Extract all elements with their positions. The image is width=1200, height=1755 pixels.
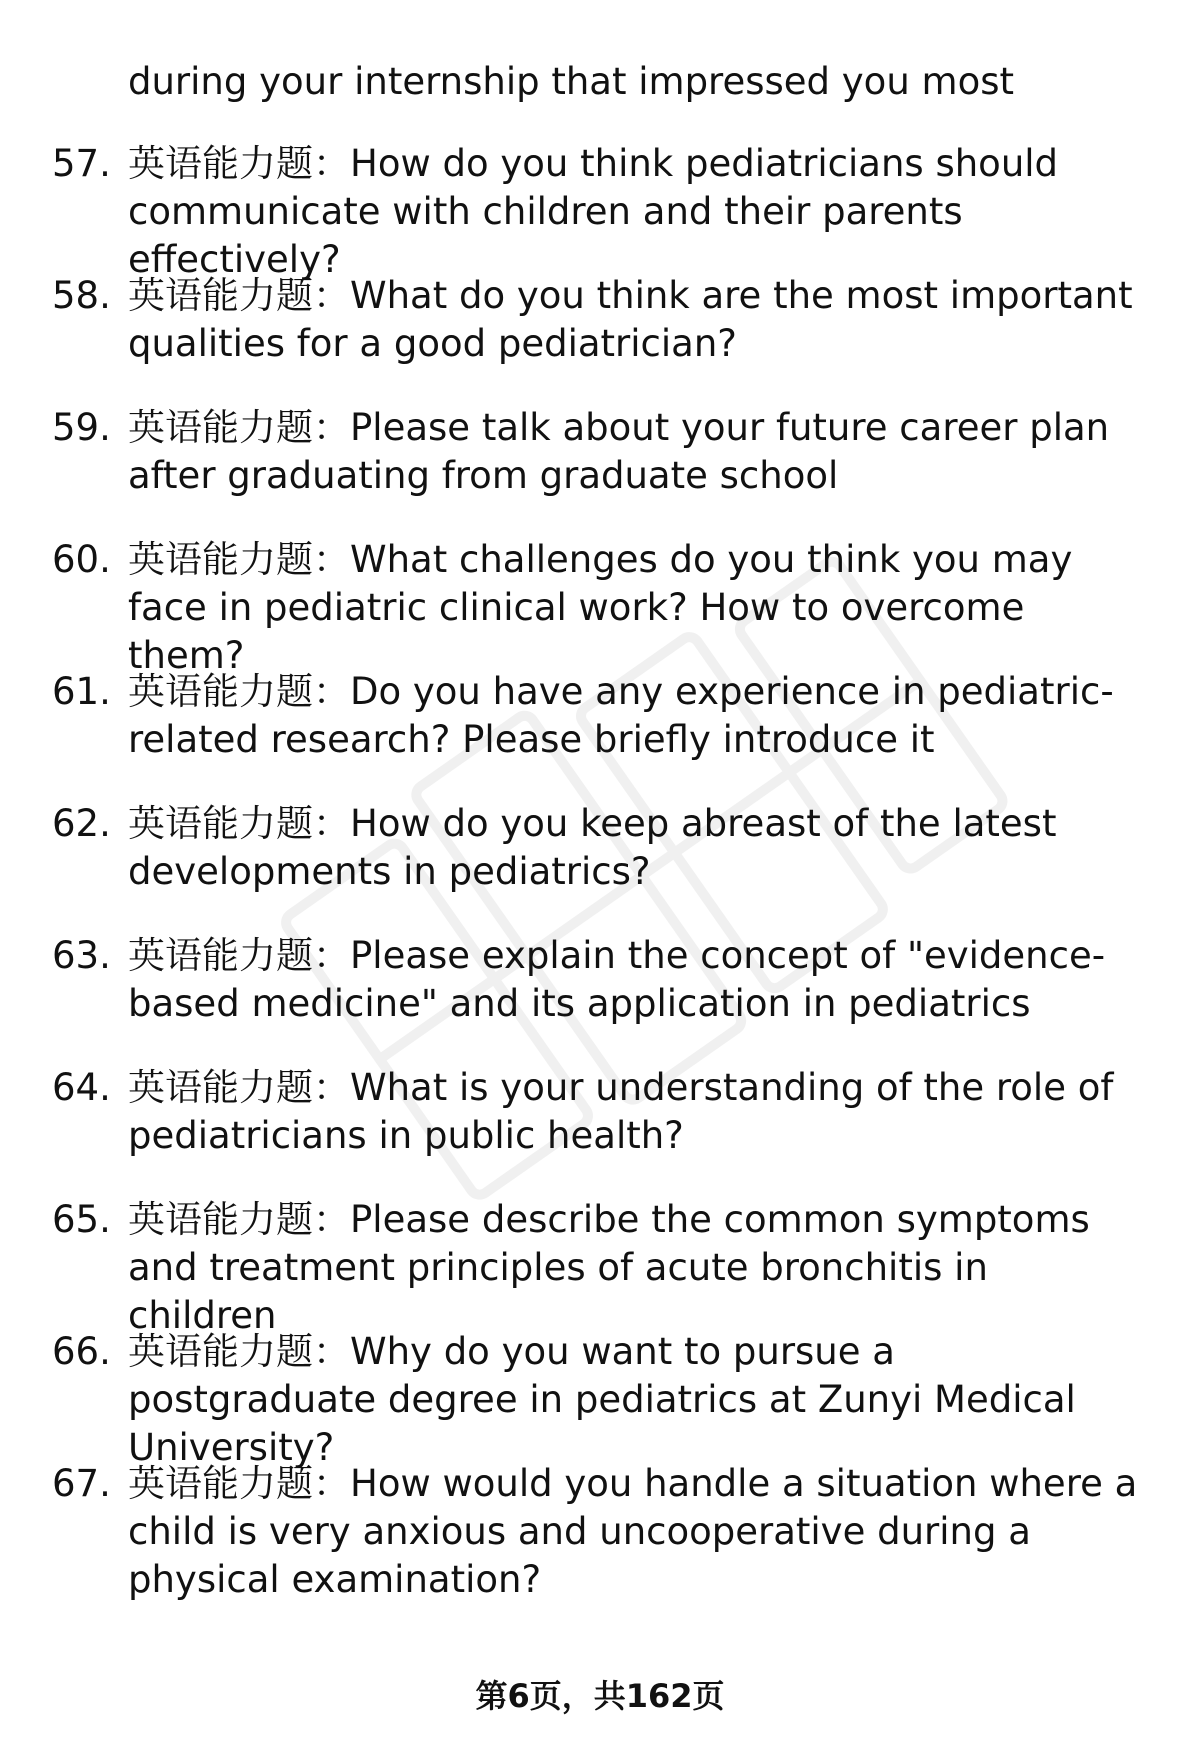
question-text: How do you think pediatricians should communicate with children and their parents effectively? (128, 142, 1059, 281)
question-item (0, 1328, 1200, 1469)
question-number: 65. (52, 1198, 111, 1241)
question-body (128, 404, 1148, 500)
question-label: 英语能力题： (128, 1066, 350, 1109)
question-body (128, 1328, 1148, 1472)
question-label: 英语能力题： (128, 274, 350, 317)
question-item (0, 404, 1200, 536)
question-item (0, 272, 1200, 404)
question-item (0, 1064, 1200, 1196)
question-label: 英语能力题： (128, 934, 350, 977)
question-text: What do you think are the most important qualities for a good pediatrician? (128, 274, 1133, 365)
question-number: 63. (52, 934, 111, 977)
question-number: 67. (52, 1462, 111, 1505)
question-list (0, 140, 1200, 1640)
page-footer: 第6页，共162页 (475, 1677, 725, 1715)
question-body (128, 272, 1148, 368)
question-label: 英语能力题： (128, 1198, 350, 1241)
question-number: 60. (52, 538, 111, 581)
question-label: 英语能力题： (128, 406, 350, 449)
question-number: 57. (52, 142, 111, 185)
question-text: What challenges do you think you may face in pediatric clinical work? How to overcome them? (128, 538, 1073, 677)
question-label: 英语能力题： (128, 1330, 350, 1373)
question-number: 59. (52, 406, 111, 449)
question-item (0, 800, 1200, 932)
question-text: Do you have any experience in pediatric-related research? Please briefly introduce it (128, 670, 1114, 761)
question-text: What is your understanding of the role of pediatricians in public health? (128, 1066, 1114, 1157)
question-item (0, 668, 1200, 800)
question-body (128, 1196, 1148, 1340)
continuation-line: during your internship that impressed you most (128, 60, 1014, 103)
question-text: How do you keep abreast of the latest developments in pediatrics? (128, 802, 1057, 893)
question-item (0, 140, 1200, 281)
question-label: 英语能力题： (128, 670, 350, 713)
question-text: Please describe the common symptoms and treatment principles of acute bronchitis in children (128, 1198, 1090, 1337)
question-number: 61. (52, 670, 111, 713)
question-label: 英语能力题： (128, 142, 350, 185)
question-label: 英语能力题： (128, 802, 350, 845)
question-text: Please explain the concept of "evidence-based medicine" and its application in pediatrics (128, 934, 1106, 1025)
question-label: 英语能力题： (128, 1462, 350, 1505)
question-text: Please talk about your future career plan after graduating from graduate school (128, 406, 1110, 497)
question-body (128, 1460, 1148, 1604)
question-item (0, 1196, 1200, 1337)
question-item (0, 1460, 1200, 1640)
question-text: How would you handle a situation where a child is very anxious and uncooperative during a physical examination? (128, 1462, 1138, 1601)
question-body (128, 1064, 1148, 1160)
question-body (128, 668, 1148, 764)
question-number: 58. (52, 274, 111, 317)
question-number: 66. (52, 1330, 111, 1373)
question-item (0, 932, 1200, 1064)
question-text: Why do you want to pursue a postgraduate degree in pediatrics at Zunyi Medical University? (128, 1330, 1076, 1469)
question-label: 英语能力题： (128, 538, 350, 581)
question-body (128, 800, 1148, 896)
question-body (128, 140, 1148, 284)
question-body (128, 536, 1148, 680)
question-item (0, 536, 1200, 677)
question-number: 62. (52, 802, 111, 845)
question-number: 64. (52, 1066, 111, 1109)
question-body (128, 932, 1148, 1028)
